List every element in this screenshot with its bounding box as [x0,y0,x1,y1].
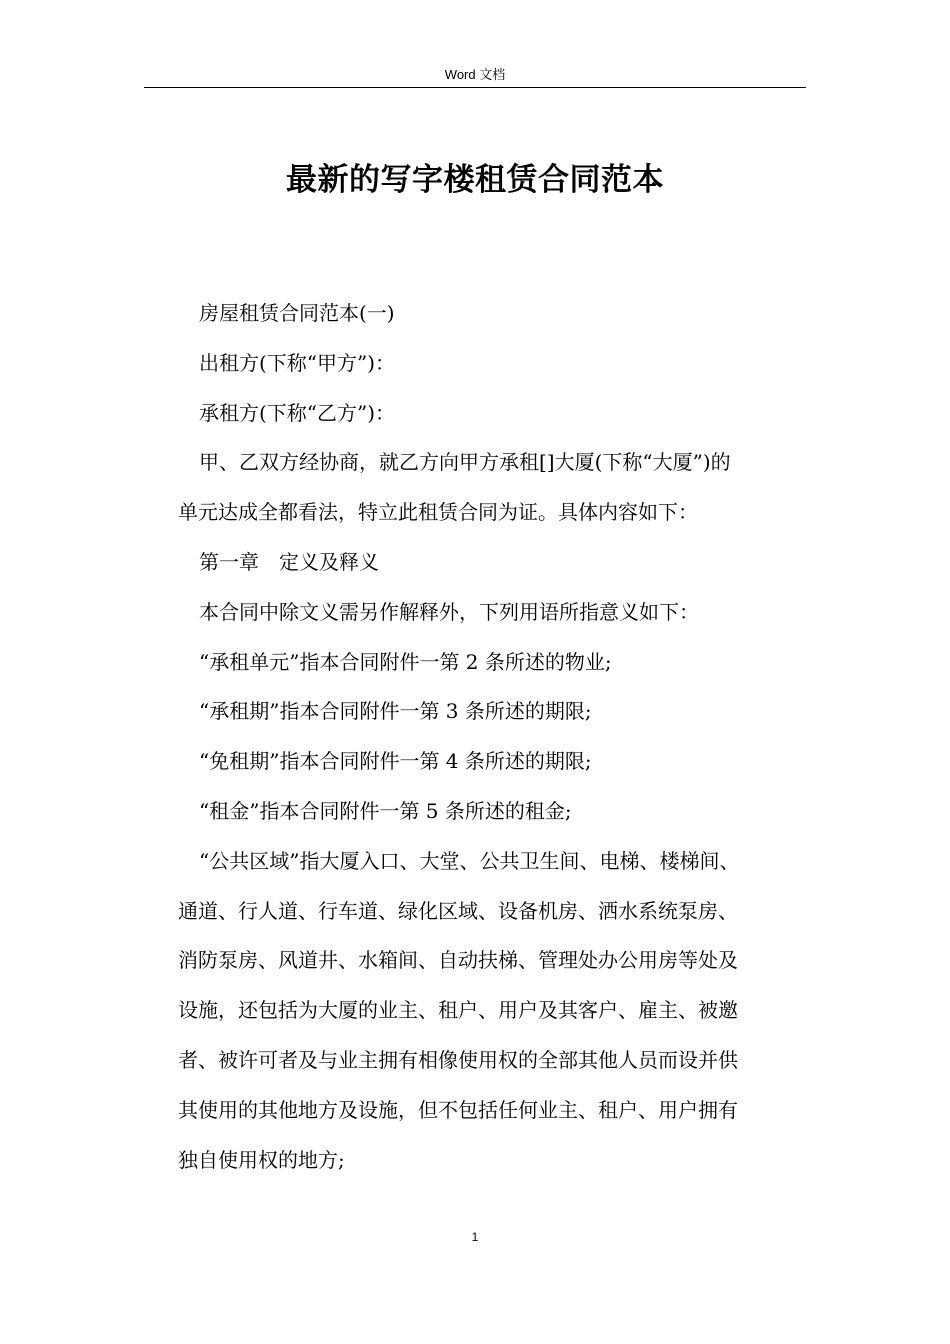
body-line: “免租期”指本合同附件一第 4 条所述的期限; [199,749,592,774]
document-title: 最新的写字楼租赁合同范本 [286,162,664,198]
body-line: 消防泵房、风道井、水箱间、自动扶梯、管理处办公用房等处及 [178,948,738,973]
body-line: 甲、乙双方经协商，就乙方向甲方承租[]大厦(下称“大厦”)的 [199,450,731,475]
document-body [178,289,806,1185]
body-line: 本合同中除文义需另作解释外，下列用语所指意义如下： [199,599,699,624]
body-line: “承租单元”指本合同附件一第 2 条所述的物业; [199,649,612,674]
body-line: 第一章 定义及释义 [199,549,379,574]
body-line: 其使用的其他地方及设施，但不包括任何业主、租户、用户拥有 [178,1097,738,1122]
body-line: “公共区域”指大厦入口、大堂、公共卫生间、电梯、楼梯间、 [199,848,740,873]
body-line: 单元达成全都看法，特立此租赁合同为证。具体内容如下： [178,500,698,525]
body-line: 者、被许可者及与业主拥有相像使用权的全部其他人员而设并供 [178,1047,738,1072]
body-line: 设施，还包括为大厦的业主、租户、用户及其客户、雇主、被邀 [178,998,738,1023]
header-rule [144,87,806,88]
page-number: 1 [471,1230,479,1244]
body-line: “租金”指本合同附件一第 5 条所述的租金; [199,798,572,823]
body-line: “承租期”指本合同附件一第 3 条所述的期限; [199,699,592,724]
body-line: 独自使用权的地方; [178,1147,345,1172]
page-header: Word 文档 [444,67,506,82]
body-line: 承租方(下称“乙方”)： [199,400,396,425]
body-line: 通道、行人道、行车道、绿化区域、设备机房、洒水系统泵房、 [178,898,738,923]
body-line: 房屋租赁合同范本(一) [199,301,395,325]
body-line: 出租方(下称“甲方”)： [199,350,396,375]
